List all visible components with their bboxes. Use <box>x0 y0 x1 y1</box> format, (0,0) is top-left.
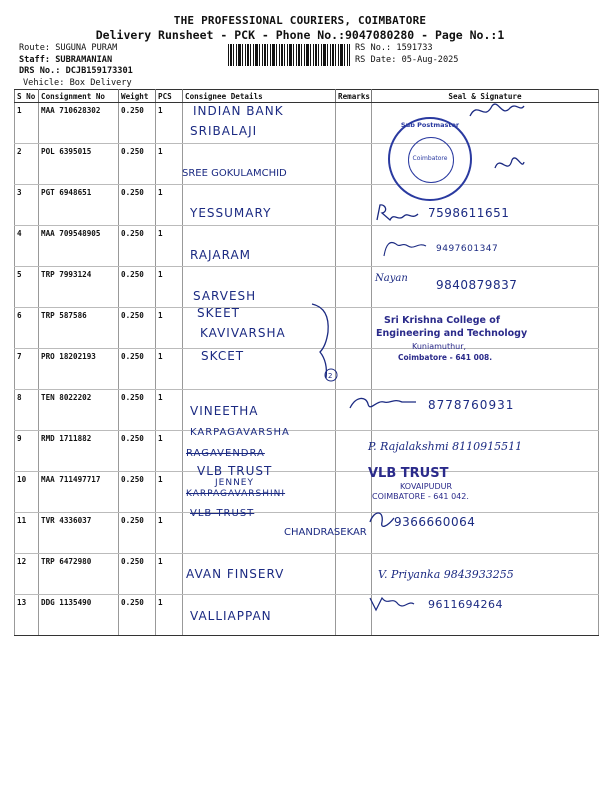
handwritten-consignee: CHANDRASEKAR <box>284 527 367 538</box>
handwritten-consignee: JENNEY <box>215 478 254 488</box>
column-header: Weight <box>119 90 156 103</box>
handwritten-consignee: SRIBALAJI <box>190 124 258 138</box>
barcode-icon <box>228 44 350 66</box>
consignment-number-cell: TRP 6472980 <box>39 554 119 595</box>
serial-number-cell: 13 <box>15 595 39 636</box>
handwritten-consignee: SARVESH <box>193 289 257 303</box>
handwritten-consignee: VALLIAPPAN <box>190 609 272 623</box>
weight-cell: 0.250 <box>119 267 156 308</box>
handwritten-consignee: KAVIVARSHA <box>200 326 286 340</box>
remarks-cell <box>336 103 372 144</box>
handwritten-signature: V. Priyanka 9843933255 <box>378 568 514 581</box>
weight-cell: 0.250 <box>119 595 156 636</box>
serial-number-cell: 12 <box>15 554 39 595</box>
handwritten-phone: 9497601347 <box>436 244 499 254</box>
college-stamp-line: Sri Krishna College of <box>384 315 500 326</box>
weight-cell: 0.250 <box>119 103 156 144</box>
weight-cell: 0.250 <box>119 226 156 267</box>
signature-icon <box>466 96 526 124</box>
column-header: Seal & Signature <box>372 90 599 103</box>
handwritten-phone: 7598611651 <box>428 206 510 220</box>
weight-cell: 0.250 <box>119 144 156 185</box>
serial-number-cell: 9 <box>15 431 39 472</box>
pcs-cell: 1 <box>156 185 183 226</box>
weight-cell: 0.250 <box>119 472 156 513</box>
signature-icon <box>366 508 396 532</box>
consignment-number-cell: TRP 587586 <box>39 308 119 349</box>
remarks-cell <box>336 472 372 513</box>
serial-number-cell: 2 <box>15 144 39 185</box>
pcs-cell: 1 <box>156 390 183 431</box>
pcs-cell: 1 <box>156 431 183 472</box>
column-header: Remarks <box>336 90 372 103</box>
pcs-cell: 1 <box>156 349 183 390</box>
serial-number-cell: 10 <box>15 472 39 513</box>
consignment-number-cell: TVR 4336037 <box>39 513 119 554</box>
remarks-cell <box>336 308 372 349</box>
signature-icon <box>492 152 526 178</box>
table-row <box>15 472 599 513</box>
handwritten-consignee: RAGAVENDRA <box>186 448 265 459</box>
route-label: Route: SUGUNA PURAM <box>19 43 118 53</box>
college-stamp-line: Kuniamuthur, <box>412 342 467 351</box>
remarks-cell <box>336 185 372 226</box>
handwritten-phone: 9611694264 <box>428 598 503 611</box>
weight-cell: 0.250 <box>119 554 156 595</box>
consignment-number-cell: MAA 711497717 <box>39 472 119 513</box>
serial-number-cell: 1 <box>15 103 39 144</box>
handwritten-signature: P. Rajalakshmi 8110915511 <box>368 440 523 453</box>
handwritten-consignee: KARPAGAVARSHINI <box>186 489 286 499</box>
signature-icon <box>380 236 428 262</box>
pcs-cell: 1 <box>156 267 183 308</box>
weight-cell: 0.250 <box>119 390 156 431</box>
consignment-number-cell: MAA 709548905 <box>39 226 119 267</box>
vlb-stamp-line: VLB TRUST <box>368 466 449 481</box>
handwritten-consignee: INDIAN BANK <box>193 104 284 118</box>
consignment-number-cell: TEN 8022202 <box>39 390 119 431</box>
handwritten-consignee: SKCET <box>201 349 245 363</box>
serial-number-cell: 11 <box>15 513 39 554</box>
handwritten-phone: 9840879837 <box>436 278 518 292</box>
vlb-stamp-line: KOVAIPUDUR <box>400 482 453 491</box>
runsheet-meta-right <box>355 43 458 66</box>
bracket-mark-icon <box>310 302 340 386</box>
vehicle-label: Vehicle: Box Delivery <box>23 77 132 88</box>
handwritten-consignee: YESSUMARY <box>190 206 272 220</box>
consignment-number-cell: PRO 18202193 <box>39 349 119 390</box>
table-row <box>15 595 599 636</box>
signature-icon <box>374 202 420 226</box>
consignment-number-cell: DDG 1135490 <box>39 595 119 636</box>
rs-number: RS No.: 1591733 <box>355 43 433 53</box>
handwritten-consignee: AVAN FINSERV <box>186 567 285 581</box>
college-stamp-line: Engineering and Technology <box>376 328 528 339</box>
pcs-cell: 1 <box>156 472 183 513</box>
runsheet-meta-left <box>19 43 133 89</box>
weight-cell: 0.250 <box>119 431 156 472</box>
pcs-cell: 1 <box>156 226 183 267</box>
serial-number-cell: 6 <box>15 308 39 349</box>
handwritten-consignee: RAJARAM <box>190 248 252 262</box>
weight-cell: 0.250 <box>119 185 156 226</box>
handwritten-consignee: SKEET <box>197 306 240 320</box>
college-stamp-line: Coimbatore - 641 008. <box>398 353 493 362</box>
weight-cell: 0.250 <box>119 308 156 349</box>
signature-icon <box>346 392 418 418</box>
handwritten-consignee: VLB TRUST <box>190 508 255 519</box>
svg-text:2: 2 <box>328 372 333 380</box>
round-seal-stamp <box>388 117 472 201</box>
handwritten-phone: 9366660064 <box>394 515 476 529</box>
remarks-cell <box>336 267 372 308</box>
company-name: THE PROFESSIONAL COURIERS, COIMBATORE <box>173 14 427 27</box>
remarks-cell <box>336 554 372 595</box>
handwritten-consignee: VINEETHA <box>190 404 259 418</box>
table-row <box>15 226 599 267</box>
seal-text: Sub Postmaster <box>400 121 460 129</box>
pcs-cell: 1 <box>156 513 183 554</box>
weight-cell: 0.250 <box>119 513 156 554</box>
column-header: Consignee Details <box>183 90 336 103</box>
remarks-cell <box>336 431 372 472</box>
serial-number-cell: 3 <box>15 185 39 226</box>
column-header: Consignment No <box>39 90 119 103</box>
consignment-number-cell: TRP 7993124 <box>39 267 119 308</box>
serial-number-cell: 5 <box>15 267 39 308</box>
handwritten-consignee: SREE GOKULAMCHID <box>182 168 287 179</box>
pcs-cell: 1 <box>156 554 183 595</box>
pcs-cell: 1 <box>156 103 183 144</box>
handwritten-phone: 8778760931 <box>428 398 515 412</box>
handwritten-consignee: KARPAGAVARSHA <box>190 427 290 438</box>
weight-cell: 0.250 <box>119 349 156 390</box>
consignment-number-cell: MAA 710628302 <box>39 103 119 144</box>
vlb-stamp-line: COIMBATORE - 641 042. <box>372 492 469 501</box>
remarks-cell <box>336 144 372 185</box>
serial-number-cell: 7 <box>15 349 39 390</box>
column-header: PCS <box>156 90 183 103</box>
serial-number-cell: 4 <box>15 226 39 267</box>
serial-number-cell: 8 <box>15 390 39 431</box>
drs-number: DRS No.: DCJB159173301 <box>19 66 133 77</box>
column-header: S No <box>15 90 39 103</box>
pcs-cell: 1 <box>156 595 183 636</box>
consignment-number-cell: PGT 6948651 <box>39 185 119 226</box>
table-row <box>15 349 599 390</box>
consignment-number-cell: RMD 1711882 <box>39 431 119 472</box>
signature-icon <box>366 592 416 616</box>
remarks-cell <box>336 349 372 390</box>
remarks-cell <box>336 226 372 267</box>
handwritten-name: Nayan <box>375 273 408 284</box>
runsheet-subtitle: Delivery Runsheet - PCK - Phone No.:9047080280 - Page No.:1 <box>95 28 505 42</box>
pcs-cell: 1 <box>156 144 183 185</box>
rs-date: RS Date: 05-Aug-2025 <box>355 54 459 65</box>
pcs-cell: 1 <box>156 308 183 349</box>
table-row <box>15 185 599 226</box>
consignment-number-cell: POL 6395015 <box>39 144 119 185</box>
handwritten-consignee: VLB TRUST <box>197 464 273 478</box>
staff-label: Staff: SUBRAMANIAN <box>19 54 113 65</box>
seal-text: Coimbatore <box>412 155 448 162</box>
